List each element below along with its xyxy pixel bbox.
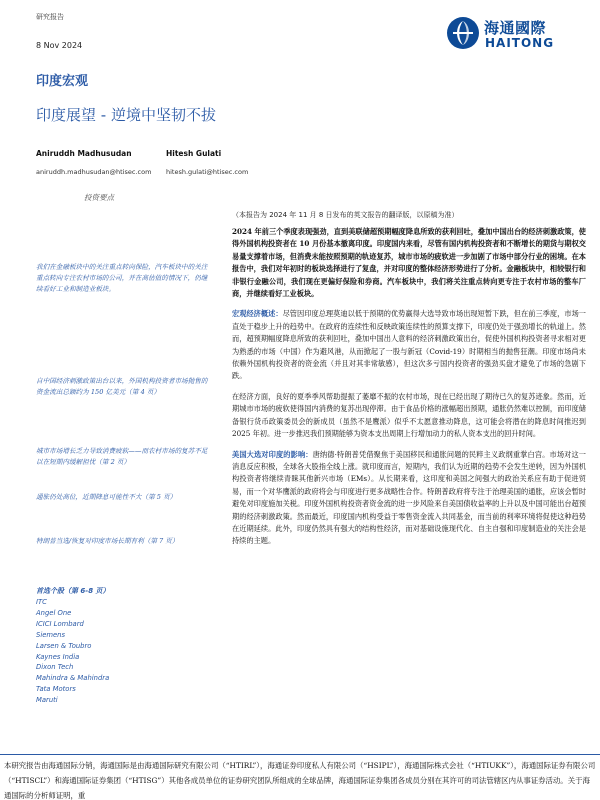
author-1 (36, 149, 151, 176)
report-title: 印度展望 - 逆境中坚韧不拔 (36, 106, 216, 124)
logo-chinese-text: 海通國際 (484, 19, 547, 37)
list-item: Angel One (36, 608, 72, 617)
list-item: Larsen & Toubro (36, 641, 92, 650)
main-body (232, 226, 586, 556)
report-date: 8 Nov 2024 (36, 41, 83, 50)
disclaimer-footer: 本研究报告由海通国际分销，海通国际是由海通国际研究有限公司（“HTIRL”），海通证券印度私人有限公司（“HSIPL”），海通国际株式会社（“HTIUKK”），海通国际证券有限公司（“HTISCL”）和海通国际证券集团（“HTISG”）其他各成员单位的证券研究团队所组成的全球品牌，海通国际证券集团各成员分别在其许可的司法管辖区内从事证券活动。关于海通国际的分析师证明，重 (0, 754, 600, 800)
section-title: 印度宏观 (36, 74, 89, 89)
us-election-heading: 美国大选对印度的影响： (232, 449, 313, 459)
haitong-logo (446, 14, 596, 54)
list-item: Mahindra & Mahindra (36, 674, 110, 683)
sidebar-note: 自中国经济刺激政策出台以来，外国机构投资者市场抛售的资金流出总额约为 150 亿美元（第 4 页） (36, 377, 208, 397)
list-item: Tata Motors (36, 685, 76, 694)
list-item: Dixon Tech (36, 663, 74, 672)
list-item: ICICI Lombard (36, 619, 84, 628)
report-type-label: 研究报告 (36, 13, 64, 21)
us-election-body: 唐纳德·特朗普凭借聚焦于美国移民和通胀问题的民粹主义政纲重掌白宫。市场对这一消息反应积极，全球各大股指全线上涨。就印度而言，短期内，我们认为近期的趋势不会发生逆转，因为外国机构投资者将继续青睐其他新兴市场（EMs）。从长期来看，这印度和美国之间强大的政治关系应有助于促进贸易，而一个对华鹰派的政府将会与印度进行更多战略性合作。特朗普政府将专注于治理美国的通胀，应该会暂时避免对印度施加关税。印度外国机构投资者资金流的进一步风险来自美国债收益率的上升以及中国可能出台超预期的经济刺激政策。然而最近，印度国内机构受益于零售资金流入共同基金，而当前的利率环境将促使这种趋势在近期延续。此外，印度仍然具有强大的结构性经济，而对基础设施现代化、自主自强和印度制造业的关注会是持续的主题。 (232, 449, 586, 546)
sidebar-note: 我们在金融板块中的关注重点转向保险，汽车板块中的关注重点转向专注农村市场的公司，并在高估值的情况下，仍继续看好工业和制造业板块。 (36, 263, 208, 294)
us-election-paragraph (232, 449, 586, 548)
key-points-heading: 投资要点 (84, 193, 114, 202)
top-picks-title: 首选个股（第 6-8 页） (36, 587, 110, 595)
author-2 (166, 149, 248, 176)
author-name: Hitesh Gulati (166, 149, 222, 158)
list-item: Siemens (36, 630, 66, 639)
top-picks-list (36, 597, 109, 706)
translation-note: （本报告为 2024 年 11 月 8 日发布的英文报告的翻译版，以原稿为准） (232, 211, 459, 219)
author-email[interactable]: aniruddh.madhusudan@htisec.com (36, 168, 152, 176)
author-name: Aniruddh Madhusudan (36, 149, 132, 158)
intro-paragraph: 2024 年前三个季度表现强劲，直到美联储超预期幅度降息所致的获利回吐，叠加中国出台的经济刺激政策，使得外国机构投资者在 10 月份基本撤离印度。印度国内来看，尽管有国内机构投资者和不断增长的期货与期权交易量支撑着市场，但消费未能按照预期的轨迹复苏，城市市场的疲软进一步加剧了市场中部分行业的困境。在本报告中，我们对年初时的板块选择进行了复盘，并对印度的整体经济形势进行了分析。金融板块中，相较银行和非银行金融公司，我们现在更偏好保险和券商。汽车板块中，我们将关注重点转向更专注于农村市场的整车厂商，并继续看好工业板块。 (232, 227, 586, 299)
macro-heading: 宏观经济概述： (232, 309, 283, 319)
list-item: Maruti (36, 696, 58, 705)
logo-english-text: HAITONG (485, 36, 555, 50)
list-item: Kaynes India (36, 652, 80, 661)
sidebar-note: 特朗普当选/恢复对印度市场长期有利（第 7 页） (36, 537, 179, 545)
economy-paragraph: 在经济方面，良好的夏季季风帮助提振了萎靡不振的农村市场，现在已经出现了期待已久的复苏迹象。然而，近期城市市场的疲软使得国内消费的复苏出现停滞。由于食品价格的涨幅超出预期，通胀仍然难以控制，而印度储备银行货币政策委员会的新成员（虽然不是鹰派）似乎不太愿意推动降息，这可能会将潜在的降息时间推迟到 2025 年初。进一步推迟我们预期能够为资本支出周期上行增加动力的私人资本支出的回升时间。 (232, 391, 586, 439)
macro-body: 尽管因印度总理莫迪以低于预期的优势赢得大选导致市场出现短暂下跌，但在前三季度，市场一直处于稳步上升的趋势中。在政府的连续性和反映政策连续性的预算支撑下，印度仍处于强劲增长的轨道上。然而，超预期幅度降息所致的获利回吐，叠加中国出人意料的经济刺激政策出台，促使外国机构投资者寻求相对更为熟悉的市场（中国）作为避风港，从而掀起了一股与新冠（Covid-19）时期相当的抛售狂潮。印度市场尚未依赖外国机构投资者的资金流（并且对其非常敏感），但这次多亏国内投资者的强劲买盘才避免了市场的急剧下跌。 (232, 309, 586, 381)
sidebar-note: 通胀仍处高位，近期降息可能性不大（第 5 页） (36, 493, 177, 501)
sidebar-note: 城市市场增长乏力导致消费疲软——而农村市场的复苏不足以在短期内缓解担忧（第 2 页） (36, 447, 208, 467)
author-email[interactable]: hitesh.gulati@htisec.com (166, 168, 249, 176)
list-item: ITC (36, 598, 47, 606)
macro-paragraph (232, 308, 586, 382)
haitong-logo-icon (446, 16, 480, 50)
